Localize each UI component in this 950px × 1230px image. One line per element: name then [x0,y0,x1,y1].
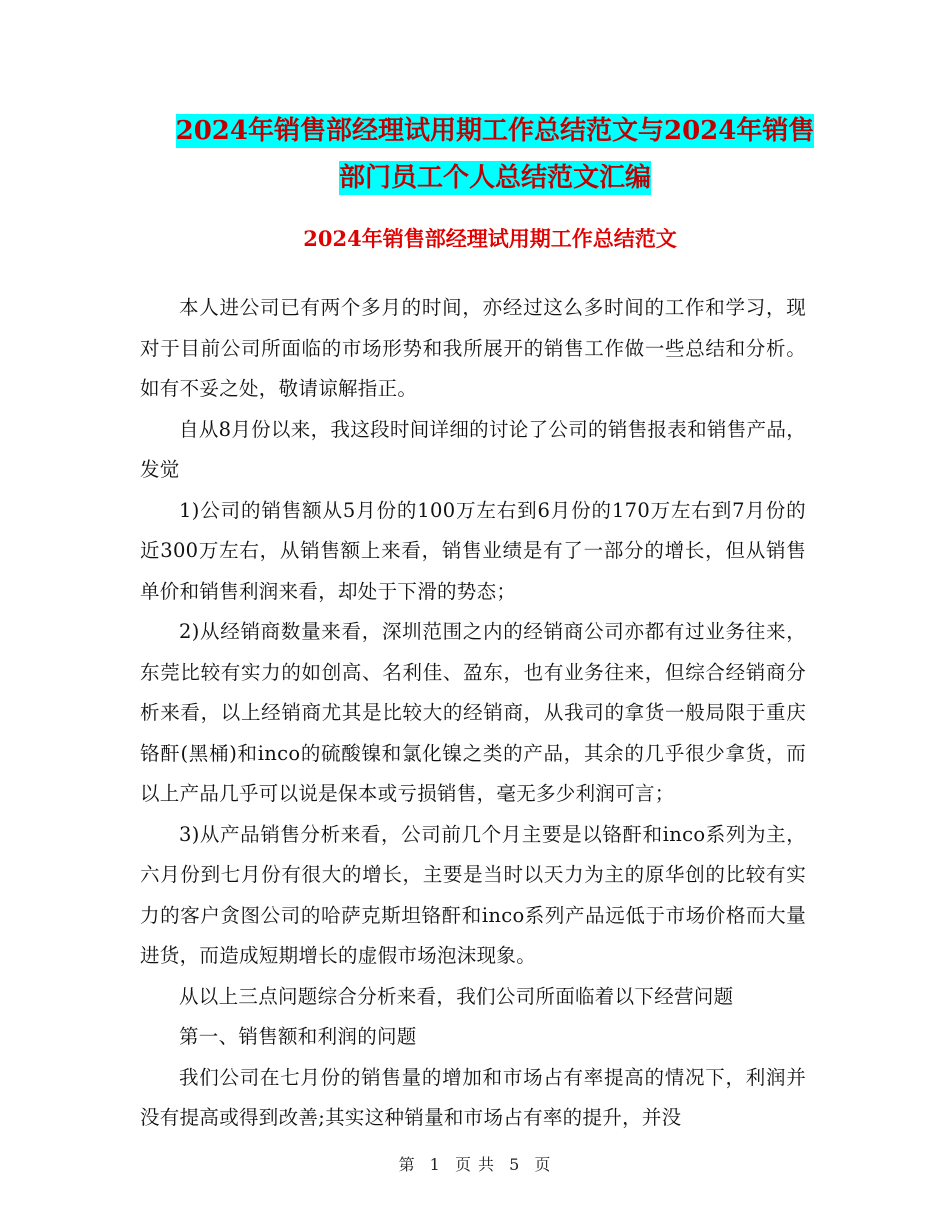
paragraph: 第一、销售额和利润的问题 [179,1025,417,1048]
main-title [140,108,850,202]
footer-suffix: 页 [534,1155,552,1174]
paragraph: 从以上三点问题综合分析来看，我们公司所面临着以下经营问题 [179,984,734,1008]
footer-mid: 页 共 [454,1155,496,1174]
paragraph: 2)从经销商数量来看，深圳范围之内的经销商公司亦都有过业务往来，东莞比较有实力的如创高、名利佳、盈东，也有业务往来，但综合经销商分析来看，以上经销商尤其是比较大的经销商，从我司的拿货一般局限于重庆铬酐(黑桶)和inco的硫酸镍和氯化镍之类的产品，其余的几乎很少拿货，而以上产品几乎可以说是保本或亏损销售，毫无多少利润可言； [140,620,806,805]
paragraph: 3)从产品销售分析来看，公司前几个月主要是以铬酐和inco系列为主，六月份到七月份有很大的增长，主要是当时以天力为主的原华创的比较有实力的客户贪图公司的哈萨克斯坦铬酐和inco系列产品远低于市场价格而大量进货，而造成短期增长的虚假市场泡沫现象。 [140,822,806,967]
section-title: 2024年销售部经理试用期工作总结范文 [303,226,677,251]
footer-prefix: 第 [398,1155,416,1174]
footer-total-pages: 5 [509,1155,521,1174]
paragraph: 我们公司在七月份的销售量的增加和市场占有率提高的情况下，利润并没有提高或得到改善;其实这种销量和市场占有率的提升，并没 [140,1065,806,1129]
paragraph: 自从8月份以来，我这段时间详细的讨论了公司的销售报表和销售产品，发觉 [140,417,806,481]
main-title-line1: 2024年销售部经理试用期工作总结范文与2024年销售 [175,116,815,146]
paragraph: 1)公司的销售额从5月份的100万左右到6月份的170万左右到7月份的近300万左右，从销售额上来看，销售业绩是有了一部分的增长，但从销售单价和销售利润来看，却处于下滑的势态； [140,498,806,603]
paragraph: 本人进公司已有两个多月的时间，亦经过这么多时间的工作和学习，现对于目前公司所面临的市场形势和我所展开的销售工作做一些总结和分析。如有不妥之处，敬请谅解指正。 [140,296,806,400]
footer-page-number: 1 [429,1155,441,1174]
main-title-line2: 部门员工个人总结范文汇编 [338,163,651,193]
document-body [140,288,806,1139]
page-footer [0,1152,950,1175]
